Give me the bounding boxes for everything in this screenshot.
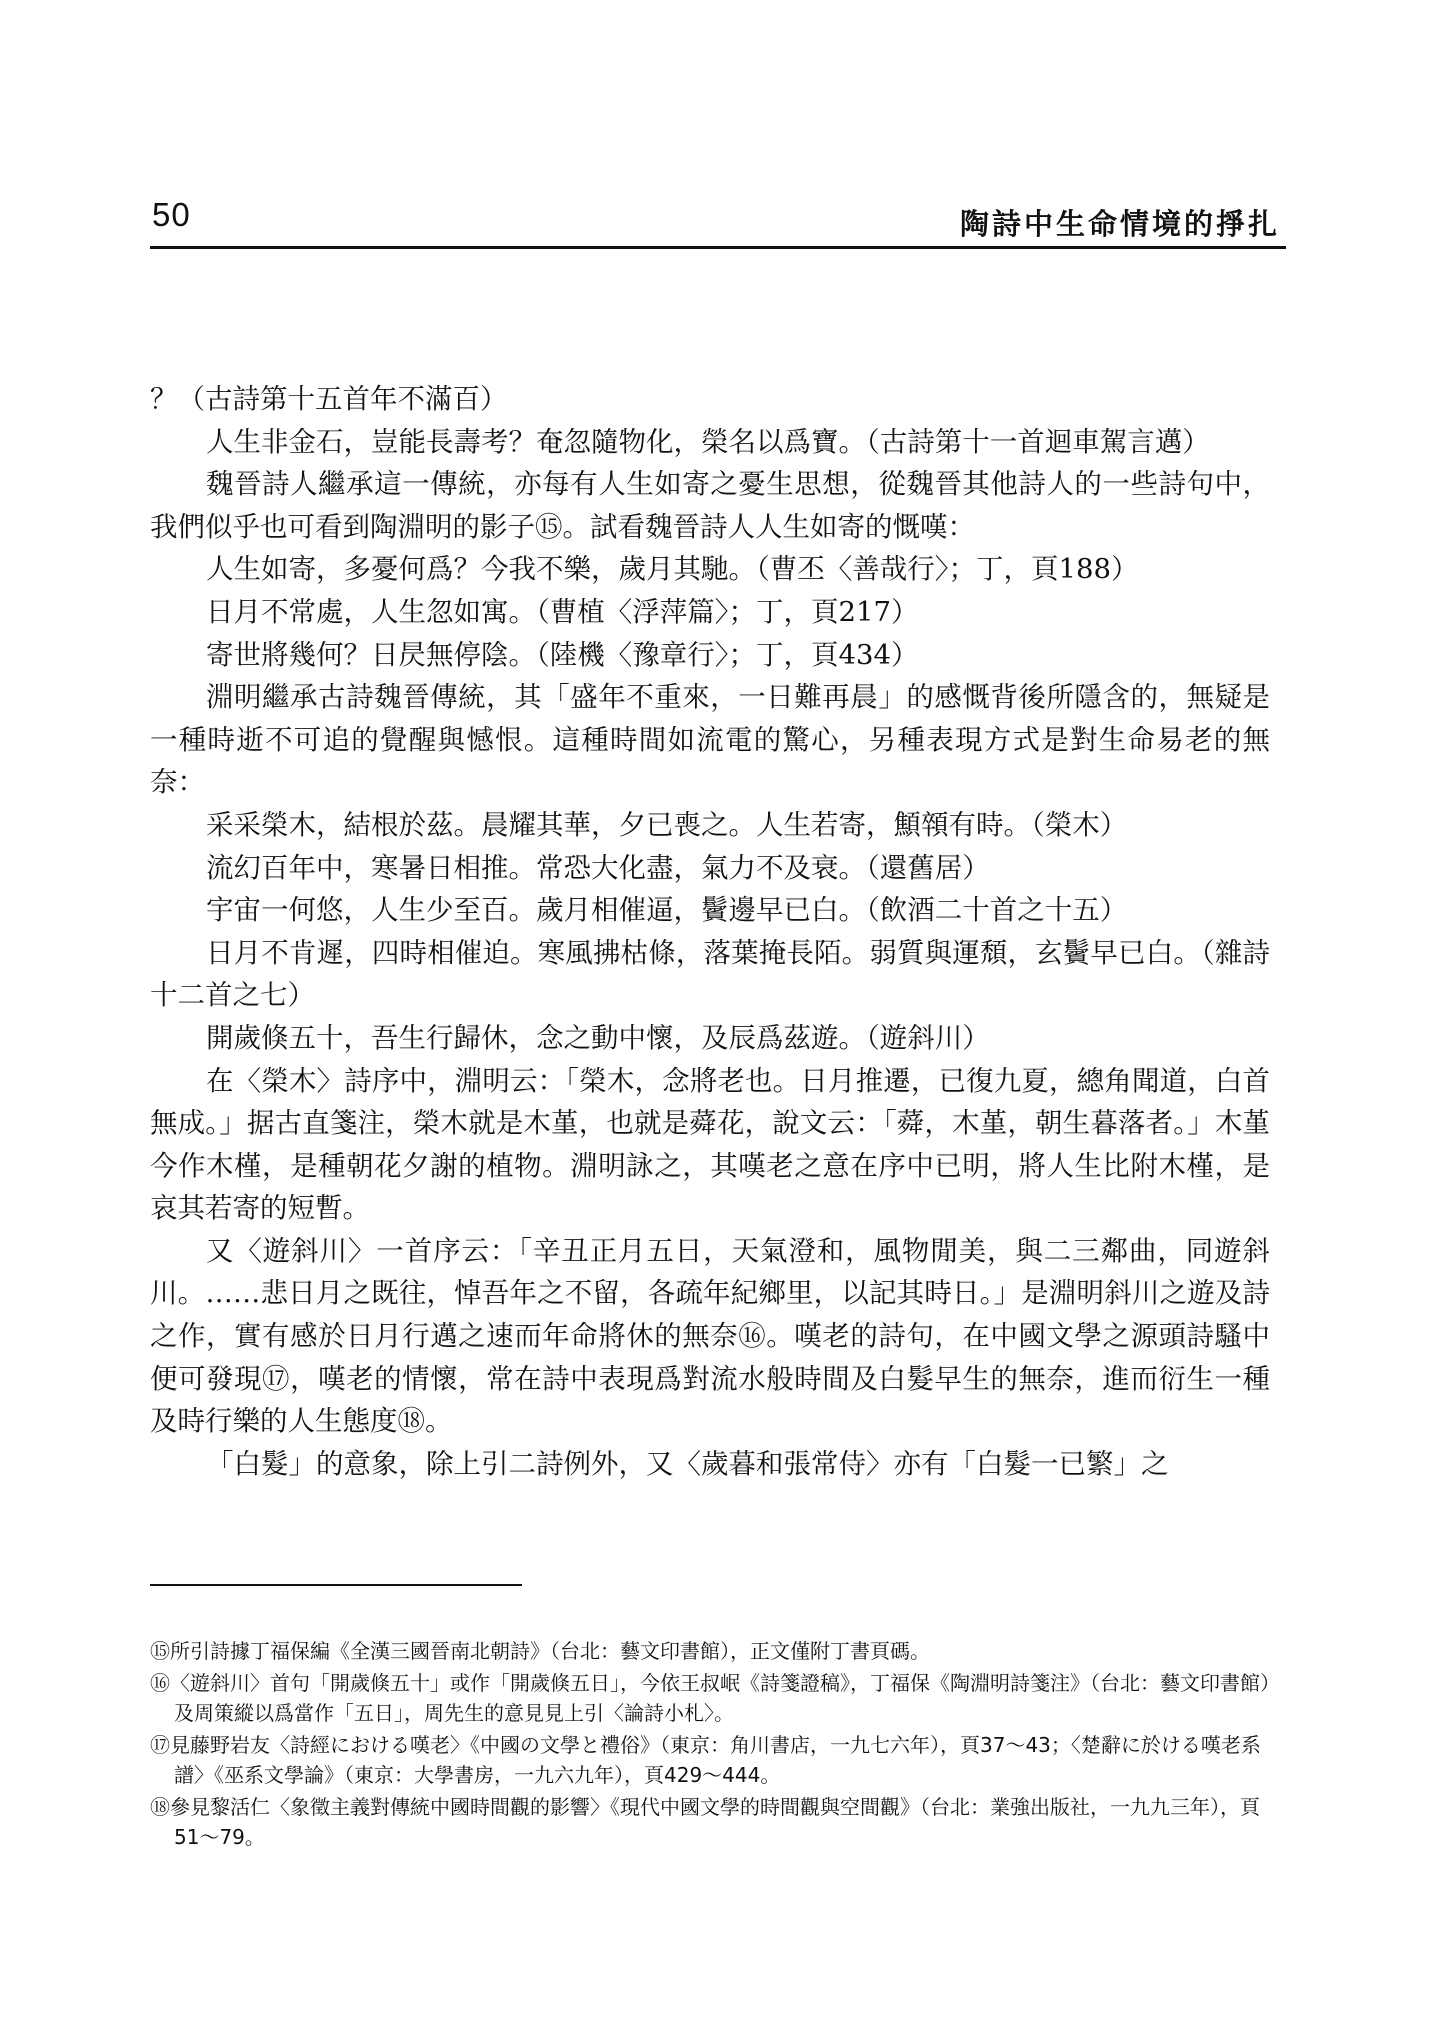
paragraph: 人生非金石，豈能長壽考？奄忽隨物化，榮名以爲寶。（古詩第十一首迴車駕言邁）	[206, 425, 1210, 458]
footnote-divider	[150, 1584, 522, 1586]
quoted-poem: 流幻百年中，寒暑日相推。常恐大化盡，氣力不及衰。（還舊居）	[206, 851, 990, 884]
quoted-poem: 日月不肯遲，四時相催迫。寒風拂枯條，落葉掩長陌。弱質與運頹，玄鬢早已白。（雜詩十二首之七）	[150, 936, 1270, 1012]
paragraph: 又〈遊斜川〉一首序云：「辛丑正月五日，天氣澄和，風物閒美，與二三鄰曲，同遊斜川。……悲日月之既往，悼吾年之不留，各疏年紀鄉里，以記其時日。」是淵明斜川之遊及詩之作，實有感於日月行邁之速而年命將休的無奈⑯。嘆老的詩句，在中國文學之源頭詩騷中便可發現⑰，嘆老的情懷，常在詩中表現爲對流水般時間及白髮早生的無奈，進而衍生一種及時行樂的人生態度⑱。	[150, 1234, 1270, 1438]
paragraph: 在〈榮木〉詩序中，淵明云：「榮木，念將老也。日月推遷，已復九夏，總角聞道，白首無成。」据古直箋注，榮木就是木堇，也就是蕣花，說文云：「蕣，木堇，朝生暮落者。」木堇今作木槿，是種朝花夕謝的植物。淵明詠之，其嘆老之意在序中已明，將人生比附木槿，是哀其若寄的短暫。	[150, 1064, 1270, 1225]
quoted-poem: 采采榮木，結根於茲。晨耀其華，夕已喪之。人生若寄，顦顇有時。（榮木）	[206, 808, 1128, 841]
running-title: 陶詩中生命情境的掙扎	[959, 207, 1280, 241]
footnote: ⑱參見黎活仁〈象徵主義對傳統中國時間觀的影響〉《現代中國文學的時間觀與空間觀》（台北：業強出版社，一九九三年），頁51～79。	[150, 1795, 1260, 1849]
quoted-poem: 人生如寄，多憂何爲？今我不樂，歲月其馳。（曹丕〈善哉行〉；丁，頁188）	[206, 553, 1139, 586]
page-number: 50	[152, 196, 191, 233]
main-text	[150, 378, 1270, 1485]
page-header	[150, 196, 1286, 249]
footnote: ⑰見藤野岩友〈詩經における嘆老〉《中國の文學と禮俗》（東京：角川書店，一九七六年），頁37～43；〈楚辭に於ける嘆老系譜〉《巫系文學論》（東京：大學書房，一九六九年），頁429～444。	[150, 1733, 1261, 1787]
paragraph: 魏晉詩人繼承這一傳統，亦每有人生如寄之憂生思想，從魏晉其他詩人的一些詩句中，我們似乎也可看到陶淵明的影子⑮。試看魏晉詩人人生如寄的慨嘆：	[150, 468, 1270, 543]
quoted-poem: 日月不常處，人生忽如寓。（曹植〈浮萍篇〉；丁，頁217）	[206, 595, 919, 628]
paragraph: ？（古詩第十五首年不滿百）	[150, 383, 508, 415]
footnote: ⑮所引詩據丁福保編《全漢三國晉南北朝詩》（台北：藝文印書館），正文僅附丁書頁碼。	[150, 1639, 930, 1663]
quoted-poem: 開歲倏五十，吾生行歸休，念之動中懷，及辰爲茲遊。（遊斜川）	[206, 1021, 990, 1054]
quoted-poem: 宇宙一何悠，人生少至百。歲月相催逼，鬢邊早已白。（飲酒二十首之十五）	[206, 894, 1128, 927]
paragraph: 淵明繼承古詩魏晉傳統，其「盛年不重來，一日難再晨」的感慨背後所隱含的，無疑是一種時逝不可追的覺醒與憾恨。這種時間如流電的驚心，另種表現方式是對生命易老的無奈：	[150, 681, 1270, 799]
quoted-poem: 寄世將幾何？日昃無停陰。（陸機〈豫章行〉；丁，頁434）	[206, 638, 919, 671]
paragraph: 「白髮」的意象，除上引二詩例外，又〈歲暮和張常侍〉亦有「白髮一已繁」之	[206, 1447, 1169, 1480]
footnote: ⑯〈遊斜川〉首句「開歲倏五十」或作「開歲倏五日」，今依王叔岷《詩箋證稿》，丁福保《陶淵明詩箋注》（台北：藝文印書館）及周策縱以爲當作「五日」，周先生的意見見上引〈論詩小札〉。	[150, 1671, 1270, 1725]
footnotes	[150, 1636, 1270, 1854]
